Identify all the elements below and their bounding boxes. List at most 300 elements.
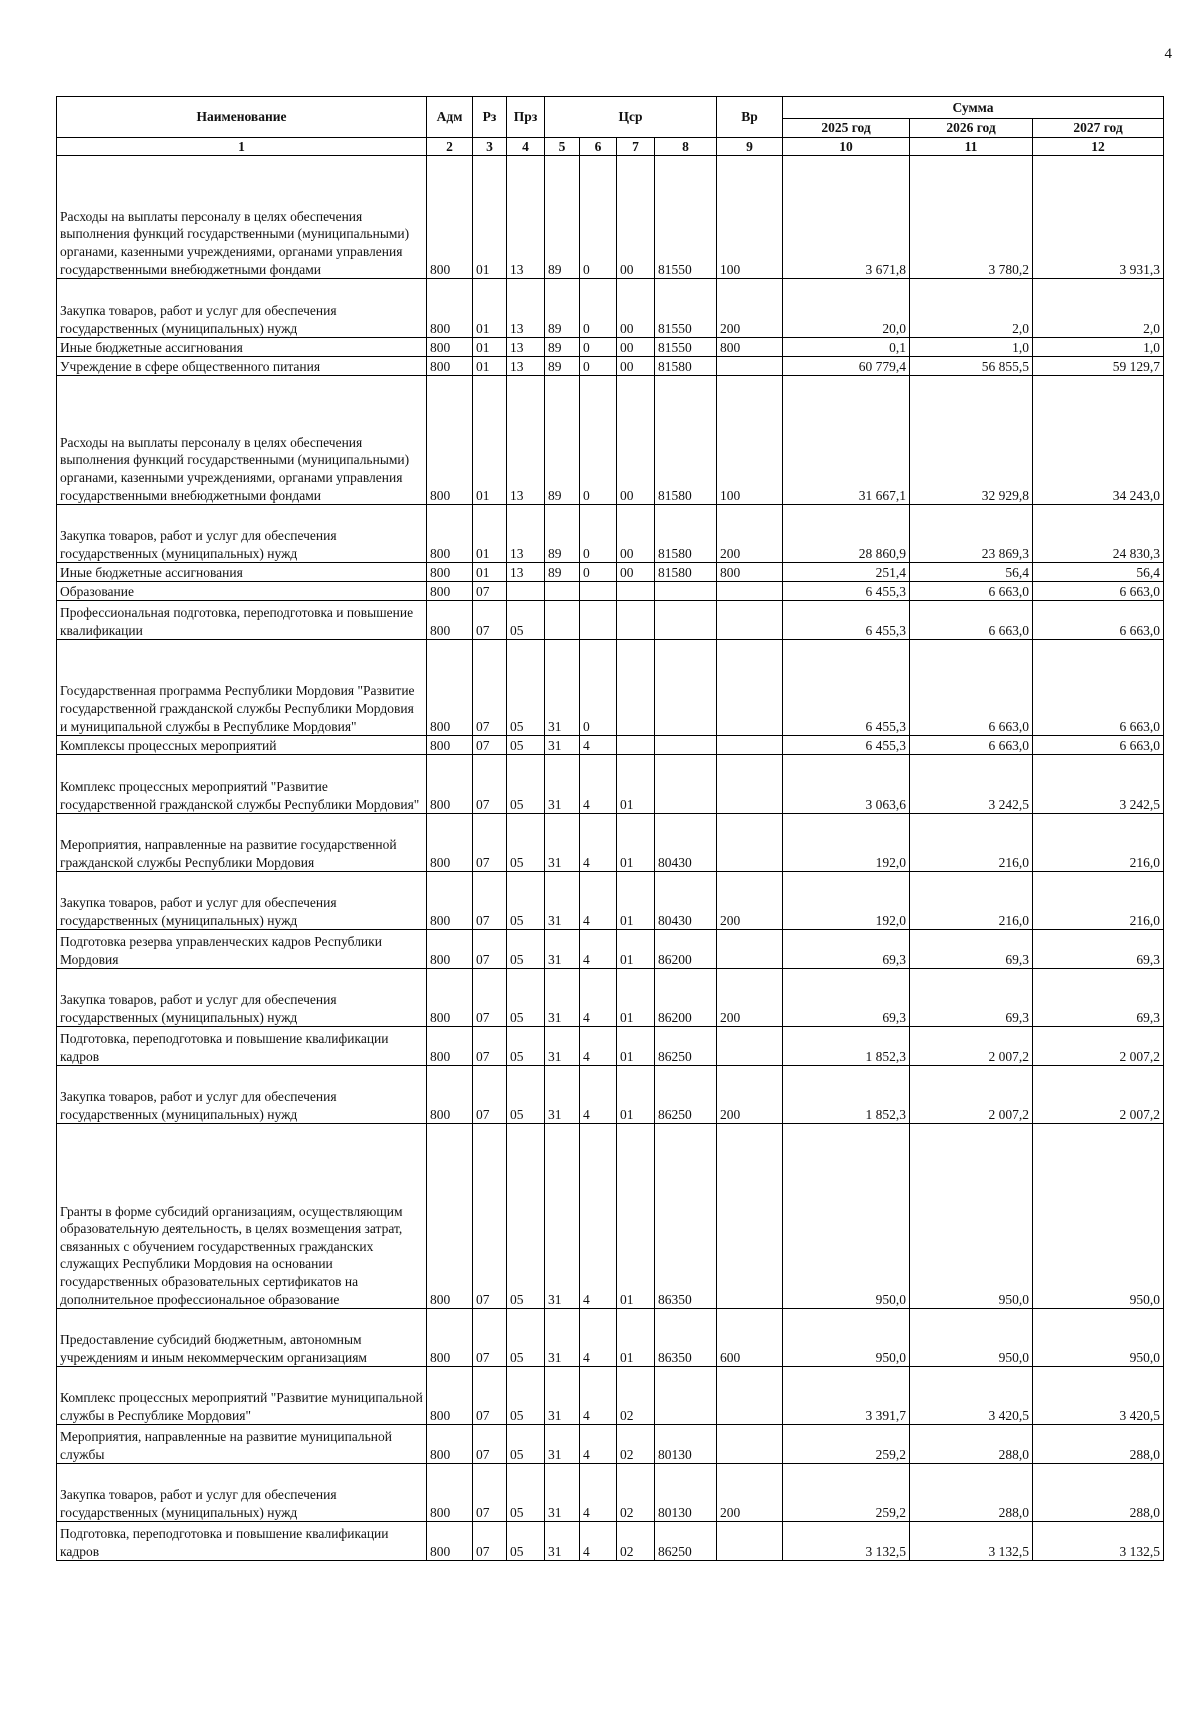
row-name: Учреждение в сфере общественного питания	[57, 357, 427, 376]
row-sum-2027: 6 663,0	[1033, 582, 1164, 601]
row-sum-2026: 69,3	[910, 930, 1033, 969]
row-sum-2027: 69,3	[1033, 930, 1164, 969]
row-sum-2027: 288,0	[1033, 1464, 1164, 1522]
row-name: Гранты в форме субсидий организациям, осуществляющим образовательную деятельность, в целях возмещения затрат, связанных с обучением государственных гражданских служащих Республики Мордовия на основании государственных образовательных сертификатов на дополнительное профессиональное образование	[57, 1124, 427, 1309]
column-number: 5	[545, 137, 580, 156]
row-adm: 800	[427, 1464, 473, 1522]
column-number: 7	[617, 137, 655, 156]
row-sum-2027: 288,0	[1033, 1425, 1164, 1464]
row-sum-2025: 1 852,3	[783, 1027, 910, 1066]
row-sum-2025: 3 391,7	[783, 1367, 910, 1425]
row-sum-2026: 2 007,2	[910, 1066, 1033, 1124]
row-sum-2027: 24 830,3	[1033, 505, 1164, 563]
row-prz: 05	[507, 755, 545, 814]
row-rz: 07	[473, 930, 507, 969]
table-row	[57, 338, 1164, 357]
header-year-2026: 2026 год	[910, 119, 1033, 138]
row-sum-2027: 34 243,0	[1033, 376, 1164, 505]
row-csr-subprogram: 4	[580, 1425, 617, 1464]
row-csr-program: 89	[545, 338, 580, 357]
row-prz: 05	[507, 930, 545, 969]
table-row	[57, 755, 1164, 814]
row-csr-subprogram: 4	[580, 814, 617, 872]
row-adm: 800	[427, 736, 473, 755]
row-csr-code: 80130	[655, 1464, 717, 1522]
row-rz: 07	[473, 969, 507, 1027]
row-csr-code: 86200	[655, 969, 717, 1027]
row-prz: 13	[507, 338, 545, 357]
row-csr-complex: 02	[617, 1425, 655, 1464]
row-csr-subprogram: 4	[580, 1066, 617, 1124]
column-number: 1	[57, 137, 427, 156]
row-name: Подготовка, переподготовка и повышение квалификации кадров	[57, 1522, 427, 1561]
row-sum-2027: 216,0	[1033, 872, 1164, 930]
row-vr: 200	[717, 969, 783, 1027]
row-csr-complex: 00	[617, 357, 655, 376]
row-sum-2025: 60 779,4	[783, 357, 910, 376]
table-row	[57, 563, 1164, 582]
row-csr-code: 86250	[655, 1027, 717, 1066]
row-csr-code	[655, 736, 717, 755]
row-prz: 05	[507, 1522, 545, 1561]
table-row	[57, 582, 1164, 601]
row-adm: 800	[427, 814, 473, 872]
row-csr-program: 89	[545, 505, 580, 563]
row-sum-2026: 3 420,5	[910, 1367, 1033, 1425]
row-adm: 800	[427, 930, 473, 969]
row-prz: 05	[507, 601, 545, 640]
row-adm: 800	[427, 1367, 473, 1425]
row-csr-code: 81550	[655, 338, 717, 357]
row-csr-program: 31	[545, 1124, 580, 1309]
row-adm: 800	[427, 872, 473, 930]
row-sum-2025: 69,3	[783, 969, 910, 1027]
row-sum-2026: 6 663,0	[910, 601, 1033, 640]
row-rz: 07	[473, 1066, 507, 1124]
row-vr	[717, 1027, 783, 1066]
row-rz: 01	[473, 505, 507, 563]
row-csr-complex: 01	[617, 755, 655, 814]
row-sum-2025: 31 667,1	[783, 376, 910, 505]
row-csr-code: 80430	[655, 814, 717, 872]
row-sum-2026: 6 663,0	[910, 640, 1033, 736]
row-csr-complex: 02	[617, 1464, 655, 1522]
row-csr-subprogram: 0	[580, 640, 617, 736]
row-csr-subprogram: 4	[580, 1464, 617, 1522]
row-adm: 800	[427, 755, 473, 814]
row-name: Подготовка резерва управленческих кадров Республики Мордовия	[57, 930, 427, 969]
row-sum-2027: 6 663,0	[1033, 640, 1164, 736]
row-csr-subprogram: 0	[580, 279, 617, 338]
row-csr-code: 81550	[655, 279, 717, 338]
row-adm: 800	[427, 505, 473, 563]
header-name: Наименование	[57, 97, 427, 138]
row-csr-subprogram: 4	[580, 969, 617, 1027]
row-csr-code: 80130	[655, 1425, 717, 1464]
row-name: Предоставление субсидий бюджетным, автономным учреждениям и иным некоммерческим организациям	[57, 1309, 427, 1367]
row-sum-2025: 3 063,6	[783, 755, 910, 814]
row-adm: 800	[427, 601, 473, 640]
row-name: Закупка товаров, работ и услуг для обеспечения государственных (муниципальных) нужд	[57, 969, 427, 1027]
row-sum-2027: 3 242,5	[1033, 755, 1164, 814]
row-csr-program: 31	[545, 736, 580, 755]
row-prz: 13	[507, 279, 545, 338]
row-prz: 13	[507, 505, 545, 563]
row-csr-program: 31	[545, 1464, 580, 1522]
row-csr-subprogram: 4	[580, 736, 617, 755]
row-csr-complex: 00	[617, 563, 655, 582]
row-sum-2025: 6 455,3	[783, 601, 910, 640]
row-sum-2027: 1,0	[1033, 338, 1164, 357]
row-name: Закупка товаров, работ и услуг для обеспечения государственных (муниципальных) нужд	[57, 1066, 427, 1124]
row-csr-code: 81580	[655, 357, 717, 376]
header-year-2025: 2025 год	[783, 119, 910, 138]
row-csr-subprogram: 0	[580, 376, 617, 505]
row-name: Закупка товаров, работ и услуг для обеспечения государственных (муниципальных) нужд	[57, 505, 427, 563]
row-prz: 05	[507, 736, 545, 755]
row-sum-2025: 192,0	[783, 872, 910, 930]
header-prz: Прз	[507, 97, 545, 138]
column-number: 11	[910, 137, 1033, 156]
table-row	[57, 736, 1164, 755]
row-rz: 07	[473, 736, 507, 755]
column-number: 9	[717, 137, 783, 156]
row-csr-complex: 01	[617, 1027, 655, 1066]
row-adm: 800	[427, 376, 473, 505]
row-vr	[717, 736, 783, 755]
row-vr: 600	[717, 1309, 783, 1367]
row-name: Иные бюджетные ассигнования	[57, 563, 427, 582]
table-row	[57, 156, 1164, 279]
table-row	[57, 1309, 1164, 1367]
row-csr-complex: 00	[617, 279, 655, 338]
row-csr-complex: 01	[617, 930, 655, 969]
row-csr-code: 86350	[655, 1124, 717, 1309]
row-sum-2025: 192,0	[783, 814, 910, 872]
row-vr	[717, 357, 783, 376]
row-prz: 05	[507, 1367, 545, 1425]
row-csr-program: 31	[545, 1367, 580, 1425]
table-row	[57, 601, 1164, 640]
row-vr: 200	[717, 279, 783, 338]
row-csr-code: 86250	[655, 1522, 717, 1561]
table-row	[57, 376, 1164, 505]
row-vr: 800	[717, 338, 783, 357]
row-prz: 05	[507, 1066, 545, 1124]
row-csr-program: 31	[545, 640, 580, 736]
row-prz: 13	[507, 357, 545, 376]
table-row	[57, 872, 1164, 930]
row-csr-code	[655, 640, 717, 736]
row-csr-subprogram: 0	[580, 338, 617, 357]
row-sum-2025: 0,1	[783, 338, 910, 357]
row-vr: 100	[717, 376, 783, 505]
row-name: Расходы на выплаты персоналу в целях обеспечения выполнения функций государственными (муниципальными) органами, казенными учреждениями, органами управления государственными внебюджетными фондами	[57, 376, 427, 505]
row-csr-program: 31	[545, 1425, 580, 1464]
row-csr-program: 31	[545, 930, 580, 969]
row-sum-2026: 6 663,0	[910, 582, 1033, 601]
row-vr: 100	[717, 156, 783, 279]
row-csr-subprogram: 0	[580, 563, 617, 582]
row-csr-subprogram	[580, 601, 617, 640]
row-sum-2025: 3 132,5	[783, 1522, 910, 1561]
row-name: Профессиональная подготовка, переподготовка и повышение квалификации	[57, 601, 427, 640]
row-rz: 07	[473, 1124, 507, 1309]
row-sum-2026: 288,0	[910, 1425, 1033, 1464]
row-csr-complex: 00	[617, 338, 655, 357]
row-rz: 07	[473, 1522, 507, 1561]
row-csr-program: 31	[545, 1027, 580, 1066]
row-csr-program: 89	[545, 357, 580, 376]
row-csr-program: 31	[545, 814, 580, 872]
row-csr-program: 89	[545, 279, 580, 338]
column-number: 10	[783, 137, 910, 156]
row-name: Образование	[57, 582, 427, 601]
row-rz: 01	[473, 376, 507, 505]
row-sum-2027: 950,0	[1033, 1309, 1164, 1367]
page-number: 4	[1164, 46, 1172, 62]
row-sum-2026: 216,0	[910, 872, 1033, 930]
row-sum-2025: 69,3	[783, 930, 910, 969]
row-prz	[507, 582, 545, 601]
row-rz: 07	[473, 1027, 507, 1066]
row-rz: 01	[473, 563, 507, 582]
row-vr	[717, 640, 783, 736]
row-csr-complex	[617, 640, 655, 736]
row-vr	[717, 1522, 783, 1561]
row-vr: 200	[717, 1066, 783, 1124]
row-sum-2026: 56 855,5	[910, 357, 1033, 376]
row-prz: 05	[507, 814, 545, 872]
row-prz: 05	[507, 640, 545, 736]
row-csr-subprogram: 0	[580, 357, 617, 376]
row-sum-2026: 950,0	[910, 1124, 1033, 1309]
row-csr-code: 81550	[655, 156, 717, 279]
row-adm: 800	[427, 156, 473, 279]
row-vr	[717, 601, 783, 640]
row-rz: 07	[473, 1464, 507, 1522]
row-vr	[717, 582, 783, 601]
row-rz: 07	[473, 872, 507, 930]
table-row	[57, 357, 1164, 376]
row-sum-2026: 1,0	[910, 338, 1033, 357]
row-csr-complex: 02	[617, 1367, 655, 1425]
row-name: Закупка товаров, работ и услуг для обеспечения государственных (муниципальных) нужд	[57, 1464, 427, 1522]
row-sum-2026: 2 007,2	[910, 1027, 1033, 1066]
row-sum-2026: 2,0	[910, 279, 1033, 338]
row-csr-code	[655, 601, 717, 640]
row-sum-2025: 251,4	[783, 563, 910, 582]
row-rz: 01	[473, 357, 507, 376]
row-prz: 05	[507, 1425, 545, 1464]
row-prz: 05	[507, 872, 545, 930]
row-name: Мероприятия, направленные на развитие государственной гражданской службы Республики Мордовия	[57, 814, 427, 872]
row-adm: 800	[427, 338, 473, 357]
row-sum-2025: 28 860,9	[783, 505, 910, 563]
row-vr	[717, 930, 783, 969]
row-sum-2026: 6 663,0	[910, 736, 1033, 755]
row-csr-subprogram: 4	[580, 1027, 617, 1066]
table-row	[57, 1425, 1164, 1464]
row-csr-subprogram: 4	[580, 1309, 617, 1367]
row-csr-code: 81580	[655, 505, 717, 563]
row-rz: 07	[473, 1367, 507, 1425]
budget-table	[56, 96, 1164, 1561]
row-csr-complex	[617, 601, 655, 640]
row-sum-2027: 2,0	[1033, 279, 1164, 338]
row-csr-code: 86250	[655, 1066, 717, 1124]
header-csr: Цср	[545, 97, 717, 138]
row-csr-complex: 01	[617, 1309, 655, 1367]
table-row	[57, 814, 1164, 872]
table-row	[57, 640, 1164, 736]
row-sum-2027: 56,4	[1033, 563, 1164, 582]
row-sum-2026: 32 929,8	[910, 376, 1033, 505]
row-vr	[717, 755, 783, 814]
column-number: 3	[473, 137, 507, 156]
header-vr: Вр	[717, 97, 783, 138]
row-csr-program: 31	[545, 969, 580, 1027]
row-csr-complex	[617, 736, 655, 755]
row-prz: 05	[507, 969, 545, 1027]
row-adm: 800	[427, 279, 473, 338]
row-sum-2025: 3 671,8	[783, 156, 910, 279]
row-csr-code: 86200	[655, 930, 717, 969]
table-row	[57, 279, 1164, 338]
row-csr-code	[655, 582, 717, 601]
column-number: 12	[1033, 137, 1164, 156]
row-csr-code	[655, 1367, 717, 1425]
row-csr-code: 86350	[655, 1309, 717, 1367]
row-csr-code: 81580	[655, 563, 717, 582]
row-vr: 200	[717, 505, 783, 563]
row-rz: 07	[473, 640, 507, 736]
row-csr-program: 31	[545, 872, 580, 930]
row-csr-complex: 01	[617, 969, 655, 1027]
row-sum-2027: 950,0	[1033, 1124, 1164, 1309]
row-vr	[717, 1425, 783, 1464]
table-row	[57, 505, 1164, 563]
row-sum-2026: 56,4	[910, 563, 1033, 582]
row-sum-2027: 6 663,0	[1033, 601, 1164, 640]
row-csr-subprogram: 0	[580, 505, 617, 563]
row-sum-2026: 288,0	[910, 1464, 1033, 1522]
row-name: Закупка товаров, работ и услуг для обеспечения государственных (муниципальных) нужд	[57, 279, 427, 338]
row-adm: 800	[427, 582, 473, 601]
row-csr-complex: 01	[617, 872, 655, 930]
row-sum-2025: 950,0	[783, 1124, 910, 1309]
row-csr-program: 89	[545, 156, 580, 279]
row-sum-2027: 2 007,2	[1033, 1066, 1164, 1124]
row-name: Закупка товаров, работ и услуг для обеспечения государственных (муниципальных) нужд	[57, 872, 427, 930]
row-rz: 07	[473, 814, 507, 872]
row-adm: 800	[427, 1066, 473, 1124]
row-name: Подготовка, переподготовка и повышение квалификации кадров	[57, 1027, 427, 1066]
row-name: Расходы на выплаты персоналу в целях обеспечения выполнения функций государственными (муниципальными) органами, казенными учреждениями, органами управления государственными внебюджетными фондами	[57, 156, 427, 279]
row-csr-program: 89	[545, 376, 580, 505]
row-csr-complex: 01	[617, 814, 655, 872]
row-rz: 07	[473, 755, 507, 814]
row-csr-complex: 01	[617, 1066, 655, 1124]
row-adm: 800	[427, 1522, 473, 1561]
row-csr-code	[655, 755, 717, 814]
row-csr-code: 80430	[655, 872, 717, 930]
row-sum-2027: 69,3	[1033, 969, 1164, 1027]
row-prz: 13	[507, 563, 545, 582]
row-sum-2025: 6 455,3	[783, 640, 910, 736]
header-sum: Сумма	[783, 97, 1164, 119]
row-csr-subprogram: 4	[580, 1367, 617, 1425]
row-prz: 13	[507, 376, 545, 505]
column-number: 4	[507, 137, 545, 156]
row-sum-2026: 23 869,3	[910, 505, 1033, 563]
table-row	[57, 1464, 1164, 1522]
table-row	[57, 930, 1164, 969]
row-rz: 07	[473, 1425, 507, 1464]
row-sum-2027: 3 931,3	[1033, 156, 1164, 279]
row-sum-2025: 259,2	[783, 1425, 910, 1464]
row-prz: 05	[507, 1464, 545, 1522]
table-row	[57, 1124, 1164, 1309]
row-sum-2025: 1 852,3	[783, 1066, 910, 1124]
row-name: Комплекс процессных мероприятий "Развитие муниципальной службы в Республике Мордовия"	[57, 1367, 427, 1425]
row-sum-2025: 6 455,3	[783, 582, 910, 601]
row-sum-2027: 3 132,5	[1033, 1522, 1164, 1561]
row-sum-2027: 216,0	[1033, 814, 1164, 872]
row-csr-subprogram: 4	[580, 872, 617, 930]
row-csr-program: 31	[545, 1522, 580, 1561]
header-year-2027: 2027 год	[1033, 119, 1164, 138]
row-csr-program: 89	[545, 563, 580, 582]
row-csr-complex: 02	[617, 1522, 655, 1561]
row-rz: 01	[473, 156, 507, 279]
row-csr-complex: 01	[617, 1124, 655, 1309]
row-sum-2026: 69,3	[910, 969, 1033, 1027]
row-csr-subprogram: 4	[580, 755, 617, 814]
row-adm: 800	[427, 1027, 473, 1066]
header-rz: Рз	[473, 97, 507, 138]
row-rz: 01	[473, 279, 507, 338]
row-prz: 05	[507, 1027, 545, 1066]
row-csr-complex: 00	[617, 156, 655, 279]
row-csr-program: 31	[545, 1066, 580, 1124]
row-csr-complex: 00	[617, 505, 655, 563]
row-csr-code: 81580	[655, 376, 717, 505]
row-csr-program	[545, 582, 580, 601]
row-sum-2027: 2 007,2	[1033, 1027, 1164, 1066]
row-csr-program: 31	[545, 755, 580, 814]
column-number: 2	[427, 137, 473, 156]
row-rz: 07	[473, 601, 507, 640]
row-prz: 13	[507, 156, 545, 279]
row-sum-2025: 6 455,3	[783, 736, 910, 755]
row-csr-program: 31	[545, 1309, 580, 1367]
row-sum-2026: 950,0	[910, 1309, 1033, 1367]
row-name: Государственная программа Республики Мордовия "Развитие государственной гражданской службы Республики Мордовия и муниципальной службы в Республике Мордовия"	[57, 640, 427, 736]
row-sum-2026: 3 780,2	[910, 156, 1033, 279]
row-sum-2027: 6 663,0	[1033, 736, 1164, 755]
table-row	[57, 1522, 1164, 1561]
table-row	[57, 1027, 1164, 1066]
row-csr-complex	[617, 582, 655, 601]
table-row	[57, 1066, 1164, 1124]
column-number: 8	[655, 137, 717, 156]
row-name: Комплекс процессных мероприятий "Развитие государственной гражданской службы Республики Мордовия"	[57, 755, 427, 814]
row-vr: 200	[717, 1464, 783, 1522]
row-adm: 800	[427, 1309, 473, 1367]
row-csr-subprogram: 4	[580, 930, 617, 969]
row-sum-2026: 216,0	[910, 814, 1033, 872]
